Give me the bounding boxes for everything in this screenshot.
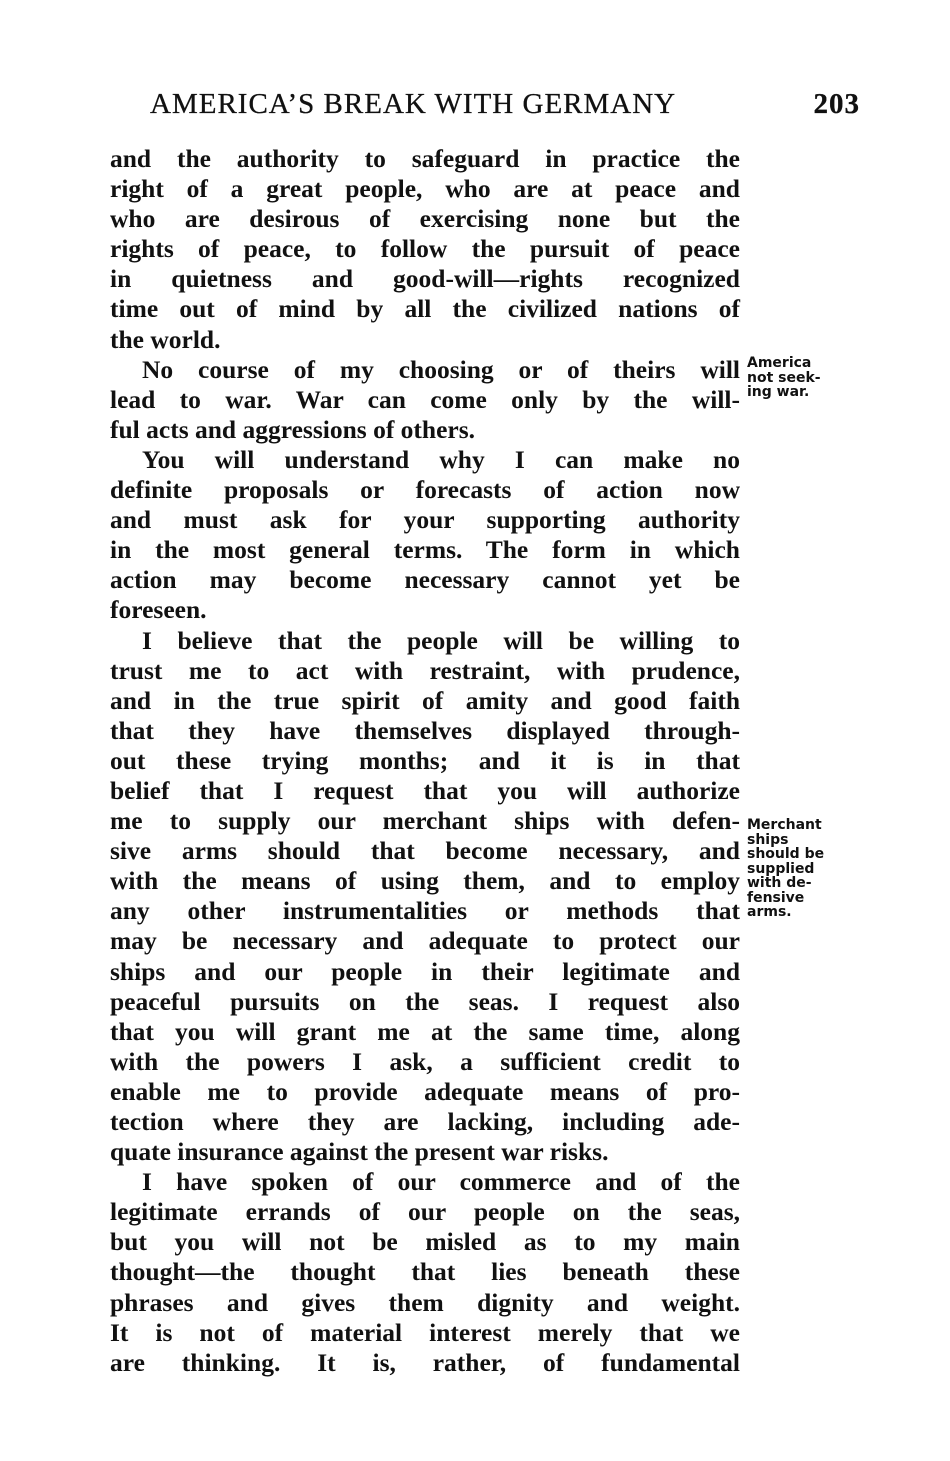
sidenote-line: not seek- xyxy=(747,369,821,386)
sidenote-line: Merchant xyxy=(747,817,822,833)
text-line: belief that I request that you will authorize xyxy=(110,775,740,805)
page-number: 203 xyxy=(813,88,860,120)
sidenote-line: supplied xyxy=(747,860,815,877)
text-line: It is not of material interest merely that we xyxy=(110,1317,740,1347)
sidenote-line: arms. xyxy=(747,904,792,920)
text-line: but you will not be misled as to my main xyxy=(110,1227,740,1257)
text-line: sive arms should that become necessary, and xyxy=(110,836,740,866)
sidenote-line: with de- xyxy=(747,875,812,891)
text-line: No course of my choosing or of theirs will xyxy=(142,354,740,384)
sidenote-line: America xyxy=(747,355,812,371)
text-line: and the authority to safeguard in practice the xyxy=(110,144,740,173)
text-line: me to supply our merchant ships with defen- xyxy=(110,806,740,836)
text-line: time out of mind by all the civilized nations of xyxy=(110,294,740,324)
running-head xyxy=(150,88,860,124)
sidenote-merchant-ships xyxy=(747,818,847,920)
sidenote-line: should be xyxy=(747,846,825,862)
text-line: in quietness and good-will—rights recognized xyxy=(110,264,740,294)
text-line: may be necessary and adequate to protect our xyxy=(110,926,740,956)
text-line: out these trying months; and it is in that xyxy=(110,745,740,775)
sidenote-line: fensive xyxy=(747,889,805,906)
text-line: phrases and gives them dignity and weight. xyxy=(110,1287,740,1317)
text-line: are thinking. It is, rather, of fundamental xyxy=(110,1347,740,1377)
text-line: thought—the thought that lies beneath these xyxy=(110,1257,740,1287)
text-line: that they have themselves displayed through- xyxy=(110,715,740,745)
text-line: who are desirous of exercising none but the xyxy=(110,204,740,234)
sidenote-america-not-seeking-war xyxy=(747,356,847,400)
text-line: action may become necessary cannot yet be xyxy=(110,565,740,595)
text-line: rights of peace, to follow the pursuit of peace xyxy=(110,234,740,264)
text-line: lead to war. War can come only by the will- xyxy=(110,384,740,414)
text-line: I have spoken of our commerce and of the xyxy=(142,1167,740,1197)
sidenote-line: ing war. xyxy=(747,384,810,400)
text-line: foreseen. xyxy=(110,595,207,625)
text-line: tection where they are lacking, including ade- xyxy=(110,1107,740,1136)
text-line: You will understand why I can make no xyxy=(142,444,740,474)
text-line: the world. xyxy=(110,324,221,354)
running-title: AMERICA’S BREAK WITH GERMANY xyxy=(150,88,677,120)
text-line: trust me to act with restraint, with prudence, xyxy=(110,655,740,685)
text-line: ful acts and aggressions of others. xyxy=(110,414,476,444)
text-line: that you will grant me at the same time, along xyxy=(110,1016,740,1046)
text-line: peaceful pursuits on the seas. I request also xyxy=(110,986,740,1016)
body-text xyxy=(110,144,740,1378)
text-line: right of a great people, who are at peace and xyxy=(110,174,740,204)
text-line: with the means of using them, and to employ xyxy=(110,866,740,896)
text-line: I believe that the people will be willing to xyxy=(142,625,740,655)
text-line: ships and our people in their legitimate and xyxy=(110,956,740,986)
text-line: legitimate errands of our people on the seas, xyxy=(110,1197,740,1227)
sidenote-line: ships xyxy=(747,831,789,848)
text-line: quate insurance against the present war risks. xyxy=(110,1137,609,1167)
text-line: and in the true spirit of amity and good faith xyxy=(110,685,740,715)
text-line: enable me to provide adequate means of pro- xyxy=(110,1076,740,1106)
text-line: definite proposals or forecasts of action now xyxy=(110,475,740,505)
text-line: in the most general terms. The form in which xyxy=(110,535,740,565)
text-line: with the powers I ask, a sufficient credit to xyxy=(110,1046,740,1076)
text-line: any other instrumentalities or methods that xyxy=(110,896,740,926)
text-line: and must ask for your supporting authority xyxy=(110,505,740,535)
